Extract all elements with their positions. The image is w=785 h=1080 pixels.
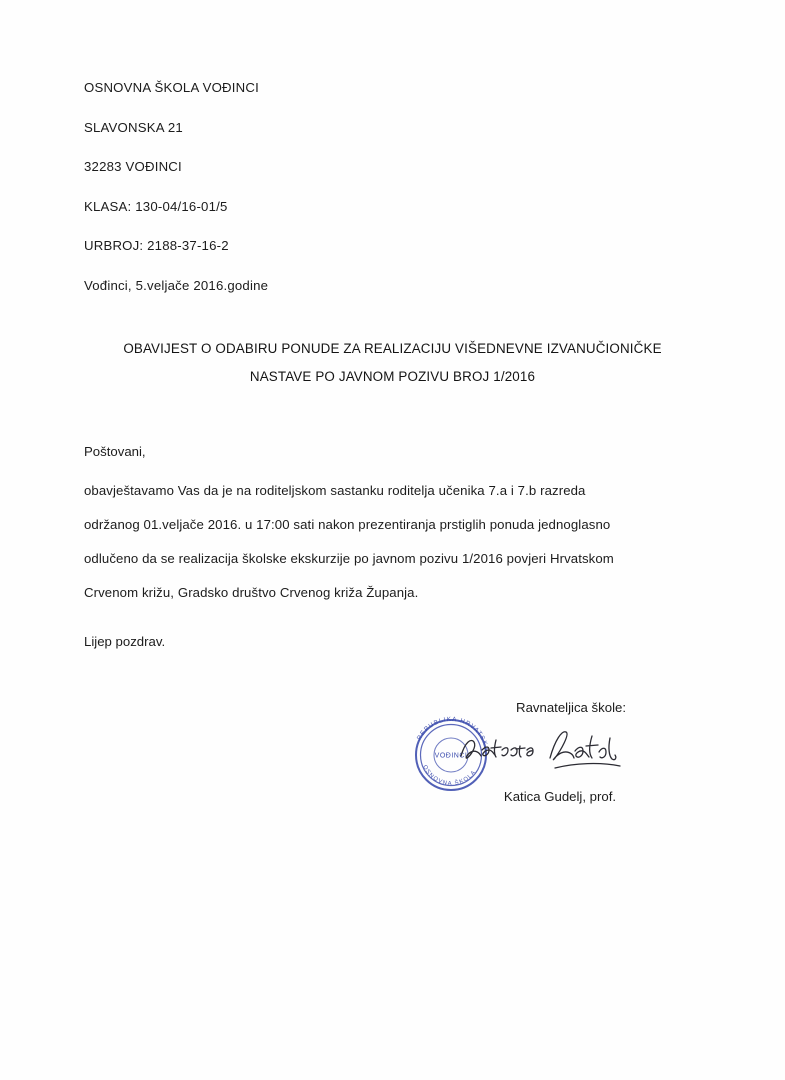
letterhead-school-name: OSNOVNA ŠKOLA VOĐINCI: [84, 80, 259, 95]
closing-text: Lijep pozdrav.: [84, 634, 166, 649]
body-line-2: održanog 01.veljače 2016. u 17:00 sati nakon prezentiranja prstiglih ponuda jednoglasno: [84, 517, 611, 533]
svg-text:VOĐINCI: VOĐINCI: [434, 752, 468, 760]
document-title-line-2: NASTAVE PO JAVNOM POZIVU BROJ 1/2016: [249, 369, 536, 385]
body-text: [84, 482, 664, 619]
body-line-3: odlučeno da se realizacija školske ekskurzije po javnom pozivu 1/2016 povjeri Hrvatskom: [84, 551, 614, 567]
letterhead-klasa: KLASA: 130-04/16-01/5: [84, 198, 228, 214]
letterhead-street: SLAVONSKA 21: [84, 119, 183, 135]
document-title: [60, 340, 725, 396]
official-stamp-icon: [408, 712, 494, 798]
body-line-1: obavještavamo Vas da je na roditeljskom sastanku roditelja učenika 7.a i 7.b razreda: [84, 483, 586, 498]
letterhead-city: 32283 VOĐINCI: [84, 159, 182, 174]
svg-text:OSNOVNA ŠKOLA: OSNOVNA ŠKOLA: [421, 764, 478, 788]
document-title-line-1: OBAVIJEST O ODABIRU PONUDE ZA REALIZACIJU VIŠEDNEVNE IZVANUČIONIČKE: [123, 341, 662, 356]
body-line-4: Crvenom križu, Gradsko društvo Crvenog križa Županja.: [84, 585, 419, 601]
letterhead-urbroj: URBROJ: 2188-37-16-2: [84, 238, 229, 253]
letterhead-block: [84, 80, 644, 317]
signature-role: Ravnateljica škole:: [516, 700, 626, 715]
salutation: Poštovani,: [84, 444, 146, 459]
letterhead-date: Vođinci, 5.veljače 2016.godine: [84, 277, 269, 293]
signature-name: Katica Gudelj, prof.: [503, 789, 617, 804]
svg-text:REPUBLIKA HRVATSKA: REPUBLIKA HRVATSKA: [415, 715, 490, 753]
